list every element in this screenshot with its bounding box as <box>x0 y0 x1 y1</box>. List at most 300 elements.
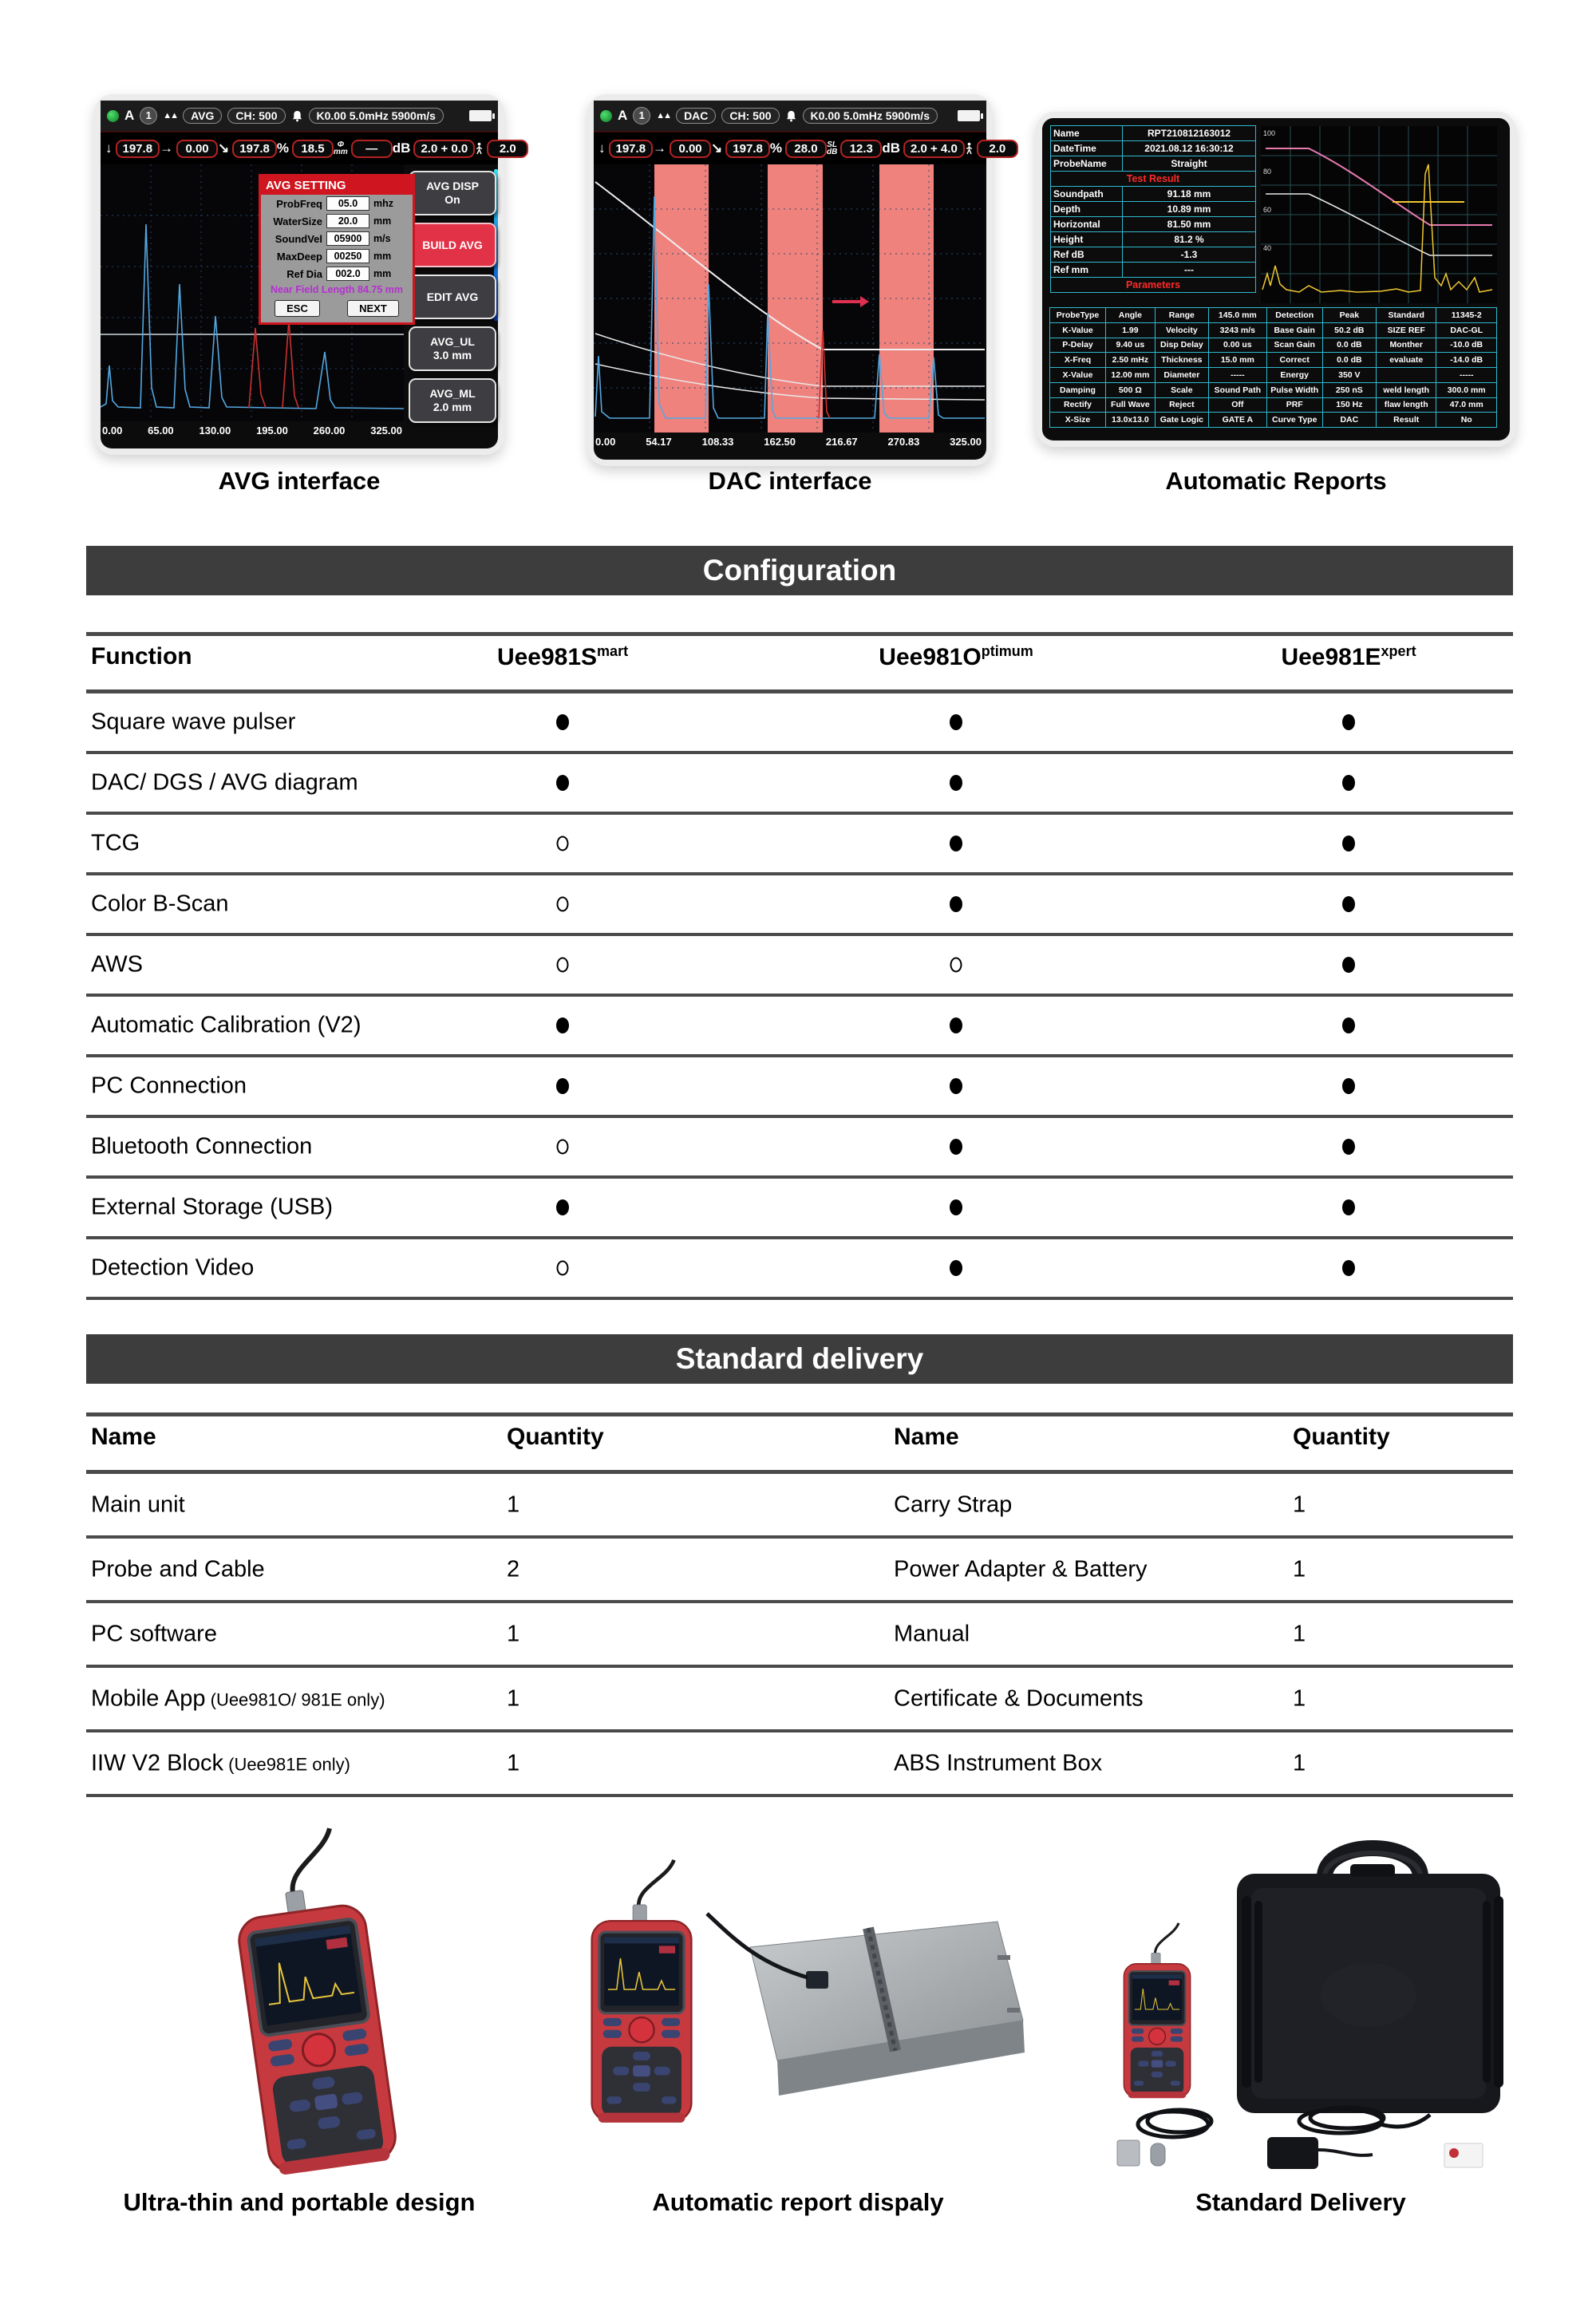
report-row-label: Height <box>1050 231 1123 247</box>
delivery-item-qty: 1 <box>507 1491 520 1517</box>
avg-plot-area <box>101 164 498 450</box>
report-screen <box>1042 118 1510 441</box>
x-tick-label: 162.50 <box>764 436 796 448</box>
report-param-cell: Correct <box>1266 352 1323 368</box>
report-param-cell: Off <box>1208 397 1267 413</box>
power-adapter <box>1267 2137 1373 2169</box>
speed-readout <box>475 140 528 158</box>
setting-label: WaterSize <box>273 215 322 227</box>
report-param-cell: 0.0 dB <box>1322 338 1377 354</box>
probe-pill: K0.00 5.0mHz 5900m/s <box>803 108 938 124</box>
diag-arrow-icon: ↘ <box>218 140 230 156</box>
x-tick-label: 325.00 <box>370 425 402 437</box>
report-param-cell: 0.00 us <box>1208 338 1267 354</box>
readout-pill: 18.5 <box>292 140 334 158</box>
report-param-cell: 11345-2 <box>1436 307 1497 323</box>
next-button[interactable]: NEXT <box>347 300 399 317</box>
button-line: AVG DISP <box>426 180 479 192</box>
report-param-cell: PRF <box>1266 397 1323 413</box>
report-param-cell: Gate Logic <box>1155 412 1209 428</box>
report-param-cell: Standard <box>1376 307 1437 323</box>
feature-included-icon <box>1342 1139 1355 1155</box>
delivery-section-title: Standard delivery <box>86 1334 1513 1384</box>
calibration-blocks <box>1117 2140 1165 2166</box>
feature-optional-icon <box>557 1140 569 1155</box>
feature-included-icon <box>950 714 962 730</box>
config-row <box>86 1118 1513 1179</box>
report-param-cell: 1.99 <box>1105 322 1156 338</box>
percent-icon: % <box>769 140 782 156</box>
report-section-row <box>1050 171 1256 187</box>
db-label: dB <box>392 140 411 156</box>
config-header-uee981o: $Uee981O^{ptimum}$ <box>879 643 1033 670</box>
setting-value-input[interactable]: 05.0 <box>326 196 369 211</box>
delivery-row <box>86 1668 1513 1732</box>
config-row <box>86 815 1513 875</box>
delivery-header-qty-1: Quantity <box>507 1424 604 1450</box>
feature-included-icon <box>950 1017 962 1033</box>
report-param-row <box>1050 412 1497 428</box>
report-row-label: Name <box>1050 125 1123 141</box>
report-row-value: 81.50 mm <box>1123 216 1256 232</box>
report-section-row <box>1050 277 1256 293</box>
report-param-cell: 350 V <box>1322 367 1377 383</box>
config-feature-label: AWS <box>91 951 143 978</box>
bell-icon <box>291 110 303 122</box>
report-row-value: RPT210812163012 <box>1123 125 1256 141</box>
report-param-row <box>1050 307 1497 323</box>
right-arrow-icon: → <box>653 140 667 156</box>
report-row-label: Ref mm <box>1050 262 1123 278</box>
speed-readout <box>965 140 1018 158</box>
report-param-cell: Thickness <box>1155 352 1209 368</box>
button-line: BUILD AVG <box>422 238 483 251</box>
x-tick-label: 130.00 <box>199 425 231 437</box>
feature-optional-icon <box>557 836 569 851</box>
delivery-row <box>86 1732 1513 1797</box>
sl-db-icon: SL dB <box>826 140 838 156</box>
report-param-cell: Angle <box>1105 307 1156 323</box>
report-param-cell: evaluate <box>1376 352 1437 368</box>
report-param-cell: 0.0 dB <box>1322 352 1377 368</box>
delivery-item-name: Manual <box>894 1621 970 1646</box>
feature-included-icon <box>556 775 569 791</box>
feature-optional-icon <box>557 1261 569 1276</box>
feature-included-icon <box>950 1139 962 1155</box>
report-row-label: Soundpath <box>1050 186 1123 202</box>
config-header-uee981e: $Uee981E^{xpert}$ <box>1281 643 1416 670</box>
report-param-cell: 145.0 mm <box>1208 307 1267 323</box>
readout-pill: 197.8 <box>116 140 160 158</box>
report-section-title: Test Result <box>1050 171 1256 187</box>
avg-button-build-avg[interactable] <box>409 223 496 267</box>
readout-pill: 197.8 <box>609 140 654 158</box>
caption-report-display: Automatic report dispaly <box>652 2188 944 2216</box>
carry-case <box>1237 1848 1503 2113</box>
readout-pill: 2.0 <box>977 140 1018 158</box>
report-result-table <box>1050 126 1256 293</box>
delivery-item-qty: 2 <box>507 1556 520 1582</box>
avg-button-avg-disp[interactable] <box>409 171 496 215</box>
dialog-setting-row <box>261 247 413 265</box>
dac-screen <box>594 101 1006 460</box>
delivery-item-name: IIW V2 Block (Uee981E only) <box>91 1750 350 1776</box>
config-row <box>86 1239 1513 1300</box>
down-arrow-icon: ↓ <box>598 140 606 156</box>
percent-icon: % <box>276 140 289 156</box>
avg-status-bar <box>101 101 498 132</box>
feature-included-icon <box>1342 775 1355 791</box>
screenshot-avg-interface <box>94 94 516 455</box>
delivery-item-qty: 1 <box>1293 1621 1306 1646</box>
report-param-cell: Scale <box>1155 382 1209 398</box>
report-param-cell <box>1376 367 1437 383</box>
report-param-cell: 250 nS <box>1322 382 1377 398</box>
dialog-setting-row <box>261 230 413 247</box>
config-feature-label: Detection Video <box>91 1254 255 1281</box>
readout-pill: 28.0 <box>785 140 827 158</box>
report-param-cell: Base Gain <box>1266 322 1323 338</box>
delivery-item-name: Mobile App (Uee981O/ 981E only) <box>91 1685 385 1711</box>
report-row-value: Straight <box>1123 156 1256 172</box>
delivery-item-name: Probe and Cable <box>91 1556 265 1582</box>
setting-value-input[interactable]: 002.0 <box>326 267 369 281</box>
delivery-item-name: Main unit <box>91 1491 185 1517</box>
battery-icon <box>958 110 980 121</box>
report-row-value: 91.18 mm <box>1123 186 1256 202</box>
x-tick-label: 216.67 <box>825 436 858 448</box>
dac-x-axis <box>595 436 982 448</box>
probe-pill: K0.00 5.0mHz 5900m/s <box>309 108 444 124</box>
report-param-cell: Range <box>1155 307 1209 323</box>
document-card <box>1444 2143 1483 2167</box>
report-param-row <box>1050 352 1497 368</box>
x-tick-label: 325.00 <box>950 436 982 448</box>
y-tick-label: 40 <box>1263 244 1272 252</box>
button-line: On <box>444 193 460 206</box>
status-led-icon <box>600 110 612 122</box>
mode-pill: DAC <box>676 108 716 124</box>
setting-unit: mm <box>373 215 392 227</box>
channel-number-badge: 1 <box>140 107 157 124</box>
report-param-cell: DAC <box>1322 412 1377 428</box>
feature-included-icon <box>1342 1078 1355 1094</box>
config-row <box>86 1057 1513 1118</box>
mode-pill: AVG <box>183 108 222 124</box>
button-line: AVG_ML <box>429 387 476 400</box>
diag-arrow-icon: ↘ <box>711 140 723 156</box>
report-param-cell: Velocity <box>1155 322 1209 338</box>
report-row <box>1050 262 1256 278</box>
report-section-title: Parameters <box>1050 277 1256 293</box>
report-param-cell: ----- <box>1208 367 1267 383</box>
config-feature-label: Bluetooth Connection <box>91 1133 313 1160</box>
delivery-header-name-1: Name <box>91 1424 156 1450</box>
report-param-cell: 13.0x13.0 <box>1105 412 1156 428</box>
report-param-cell: Sound Path <box>1208 382 1267 398</box>
report-param-cell: Reject <box>1155 397 1209 413</box>
report-param-cell: 47.0 mm <box>1436 397 1497 413</box>
soundpath-readout <box>711 140 770 158</box>
dialog-title: AVG SETTING <box>261 176 413 195</box>
config-row <box>86 693 1513 754</box>
caption-automatic-reports: Automatic Reports <box>1165 467 1387 495</box>
config-header-uee981s: $Uee981S^{mart}$ <box>496 643 629 670</box>
feature-included-icon <box>1342 1199 1355 1215</box>
report-content <box>1050 126 1502 433</box>
avg-button-edit-avg[interactable] <box>409 275 496 319</box>
caption-standard-delivery: Standard Delivery <box>1195 2188 1406 2216</box>
delivery-item-name: Power Adapter & Battery <box>894 1556 1148 1582</box>
delivery-item-name: Carry Strap <box>894 1491 1013 1517</box>
screenshot-automatic-report <box>1036 112 1516 447</box>
avg-screen <box>101 101 516 448</box>
report-param-cell: Monther <box>1376 338 1437 354</box>
report-row-label: Horizontal <box>1050 216 1123 232</box>
report-param-row <box>1050 322 1497 338</box>
projection-readout <box>160 140 218 158</box>
report-param-cell: Diameter <box>1155 367 1209 383</box>
right-arrow-icon: → <box>160 140 174 156</box>
avg-side-buttons <box>409 171 496 423</box>
delivery-item-qty: 1 <box>1293 1685 1306 1711</box>
report-row <box>1050 201 1256 217</box>
config-feature-label: DAC/ DGS / AVG diagram <box>91 769 358 796</box>
battery-icon <box>469 110 492 121</box>
feature-included-icon <box>950 836 962 851</box>
readout-pill: 2.0 + 4.0 <box>903 140 965 158</box>
report-row-label: Ref dB <box>1050 247 1123 263</box>
x-tick-label: 108.33 <box>701 436 734 448</box>
feature-included-icon <box>950 1260 962 1276</box>
channel-pill: CH: 500 <box>721 108 779 124</box>
report-param-cell: Curve Type <box>1266 412 1323 428</box>
report-row-value: 2021.08.12 16:30:12 <box>1123 140 1256 156</box>
report-parameters-grid <box>1050 308 1497 428</box>
delivery-header-name-2: Name <box>894 1424 959 1450</box>
depth-readout <box>598 140 653 158</box>
button-line: AVG_UL <box>430 335 475 348</box>
config-feature-label: External Storage (USB) <box>91 1194 334 1220</box>
setting-value-input[interactable]: 20.0 <box>326 214 369 228</box>
report-row-value: --- <box>1123 262 1256 278</box>
report-param-cell: P-Delay <box>1049 338 1106 354</box>
delivery-item-qty: 1 <box>1293 1750 1306 1776</box>
setting-value-input[interactable]: 05900 <box>326 231 369 246</box>
report-dac-curve-chart <box>1261 126 1497 303</box>
y-tick-label: 60 <box>1263 206 1272 214</box>
delivery-item-qty: 1 <box>1293 1491 1306 1517</box>
projection-readout <box>653 140 711 158</box>
button-line: 2.0 mm <box>433 401 472 413</box>
button-line: EDIT AVG <box>426 290 479 303</box>
feature-included-icon <box>556 714 569 730</box>
report-param-cell: SIZE REF <box>1376 322 1437 338</box>
report-param-cell: 3243 m/s <box>1208 322 1267 338</box>
walker-icon <box>965 142 974 156</box>
report-param-cell: 300.0 mm <box>1436 382 1497 398</box>
report-row-value: 81.2 % <box>1123 231 1256 247</box>
readout-pill: 2.0 <box>487 140 528 158</box>
report-param-cell: Rectify <box>1049 397 1106 413</box>
status-led-icon <box>107 110 119 122</box>
feature-included-icon <box>950 1078 962 1094</box>
dac-measure-bar <box>594 132 1006 164</box>
report-param-cell: Full Wave <box>1105 397 1156 413</box>
report-row-label: ProbeName <box>1050 156 1123 172</box>
feature-optional-icon <box>557 897 569 912</box>
avg-button-avg-ul[interactable] <box>409 326 496 371</box>
config-row <box>86 875 1513 936</box>
walker-icon <box>475 142 484 156</box>
gain-readout <box>393 140 475 158</box>
photo-report-display-scene <box>551 1851 1029 2183</box>
dialog-setting-row <box>261 212 413 230</box>
config-feature-label: Color B-Scan <box>91 891 229 917</box>
setting-label: Ref Dia <box>286 267 322 280</box>
report-param-cell: 15.0 mm <box>1208 352 1267 368</box>
gain-readout <box>882 140 964 158</box>
feature-included-icon <box>556 1017 569 1033</box>
report-param-cell: ProbeType <box>1049 307 1106 323</box>
db-label: dB <box>882 140 900 156</box>
avg-setting-dialog <box>259 174 415 325</box>
x-tick-label: 0.00 <box>595 436 616 448</box>
setting-value-input[interactable]: 00250 <box>326 249 369 263</box>
gates-icon: ▲▲ <box>163 111 178 120</box>
delivery-item-name: PC software <box>91 1621 217 1646</box>
report-param-cell: 9.40 us <box>1105 338 1156 354</box>
setting-label: ProbFreq <box>276 197 322 210</box>
readout-pill: 2.0 + 0.0 <box>413 140 475 158</box>
gates-icon: ▲▲ <box>656 111 671 120</box>
feature-included-icon <box>556 1078 569 1094</box>
report-param-row <box>1050 338 1497 354</box>
feature-included-icon <box>950 775 962 791</box>
report-param-cell: Scan Gain <box>1266 338 1323 354</box>
configuration-section-title: Configuration <box>86 546 1513 595</box>
feature-included-icon <box>1342 1017 1355 1033</box>
config-header-function: Function <box>91 643 192 670</box>
sl-db-readout <box>827 140 882 158</box>
report-row <box>1050 247 1256 263</box>
avg-button-avg-ml[interactable] <box>409 378 496 423</box>
screenshot-dac-interface <box>587 94 1006 466</box>
report-row <box>1050 125 1256 141</box>
readout-pill: 12.3 <box>840 140 882 158</box>
report-param-cell: ----- <box>1436 367 1497 383</box>
report-param-cell: DAC-GL <box>1436 322 1497 338</box>
feature-included-icon <box>1342 836 1355 851</box>
diameter-readout <box>334 140 393 158</box>
amplitude-readout <box>277 140 334 158</box>
report-row-value: -1.3 <box>1123 247 1256 263</box>
report-row <box>1050 186 1256 202</box>
setting-unit: mhz <box>373 198 393 209</box>
photo-portable-device <box>184 1827 439 2191</box>
readout-pill: 0.00 <box>670 140 711 158</box>
phi-mm-icon: Φ mm <box>333 140 348 156</box>
button-line: 3.0 mm <box>433 349 472 361</box>
delivery-row <box>86 1474 1513 1539</box>
setting-unit: m/s <box>373 233 391 244</box>
dac-waveform-chart <box>594 164 985 433</box>
delivery-header-qty-2: Quantity <box>1293 1424 1390 1450</box>
report-param-cell: Damping <box>1049 382 1106 398</box>
report-row <box>1050 156 1256 172</box>
config-row <box>86 754 1513 815</box>
report-param-row <box>1050 367 1497 383</box>
config-table-header <box>86 632 1513 689</box>
report-param-row <box>1050 382 1497 398</box>
feature-included-icon <box>950 896 962 912</box>
report-param-cell: GATE A <box>1208 412 1267 428</box>
report-row-value: 10.89 mm <box>1123 201 1256 217</box>
channel-letter: A <box>618 108 628 123</box>
feature-included-icon <box>1342 896 1355 912</box>
report-param-row <box>1050 397 1497 413</box>
config-row <box>86 936 1513 997</box>
config-feature-label: PC Connection <box>91 1073 247 1099</box>
report-param-cell: K-Value <box>1049 322 1106 338</box>
readout-pill: 0.00 <box>176 140 218 158</box>
dialog-setting-row <box>261 195 413 212</box>
readout-pill: 197.8 <box>725 140 770 158</box>
report-param-cell: -14.0 dB <box>1436 352 1497 368</box>
caption-avg-interface: AVG interface <box>218 467 381 495</box>
delivery-item-qty: 1 <box>507 1685 520 1711</box>
config-table-body <box>86 693 1513 1300</box>
avg-x-axis <box>102 425 402 437</box>
down-arrow-icon: ↓ <box>105 140 113 156</box>
report-param-cell: 150 Hz <box>1322 397 1377 413</box>
report-param-cell: 12.00 mm <box>1105 367 1156 383</box>
feature-optional-icon <box>950 958 962 973</box>
report-param-cell: 500 Ω <box>1105 382 1156 398</box>
esc-button[interactable]: ESC <box>275 300 320 317</box>
y-tick-label: 100 <box>1263 129 1276 137</box>
report-row <box>1050 231 1256 247</box>
readout-pill: 197.8 <box>232 140 277 158</box>
config-feature-label: TCG <box>91 830 140 856</box>
bell-icon <box>785 110 797 122</box>
delivery-item-note: (Uee981E only) <box>223 1754 350 1774</box>
report-param-cell: No <box>1436 412 1497 428</box>
report-param-cell: X-Value <box>1049 367 1106 383</box>
config-row <box>86 997 1513 1057</box>
report-param-cell: Detection <box>1266 307 1323 323</box>
report-row <box>1050 140 1256 156</box>
x-tick-label: 195.00 <box>256 425 288 437</box>
delivery-row <box>86 1539 1513 1603</box>
channel-letter: A <box>124 108 135 123</box>
x-tick-label: 0.00 <box>102 425 123 437</box>
report-row-label: Depth <box>1050 201 1123 217</box>
report-row <box>1050 216 1256 232</box>
report-param-cell: -10.0 dB <box>1436 338 1497 354</box>
report-param-cell: Peak <box>1322 307 1377 323</box>
feature-included-icon <box>1342 714 1355 730</box>
photo-standard-delivery-kit <box>1069 1827 1532 2175</box>
setting-label: SoundVel <box>275 232 322 245</box>
soundpath-readout <box>218 140 277 158</box>
report-param-cell: flaw length <box>1376 397 1437 413</box>
report-chart <box>1261 126 1497 303</box>
report-param-cell: 2.50 mHz <box>1105 352 1156 368</box>
feature-included-icon <box>556 1199 569 1215</box>
setting-unit: mm <box>373 251 392 262</box>
report-row-label: DateTime <box>1050 140 1123 156</box>
